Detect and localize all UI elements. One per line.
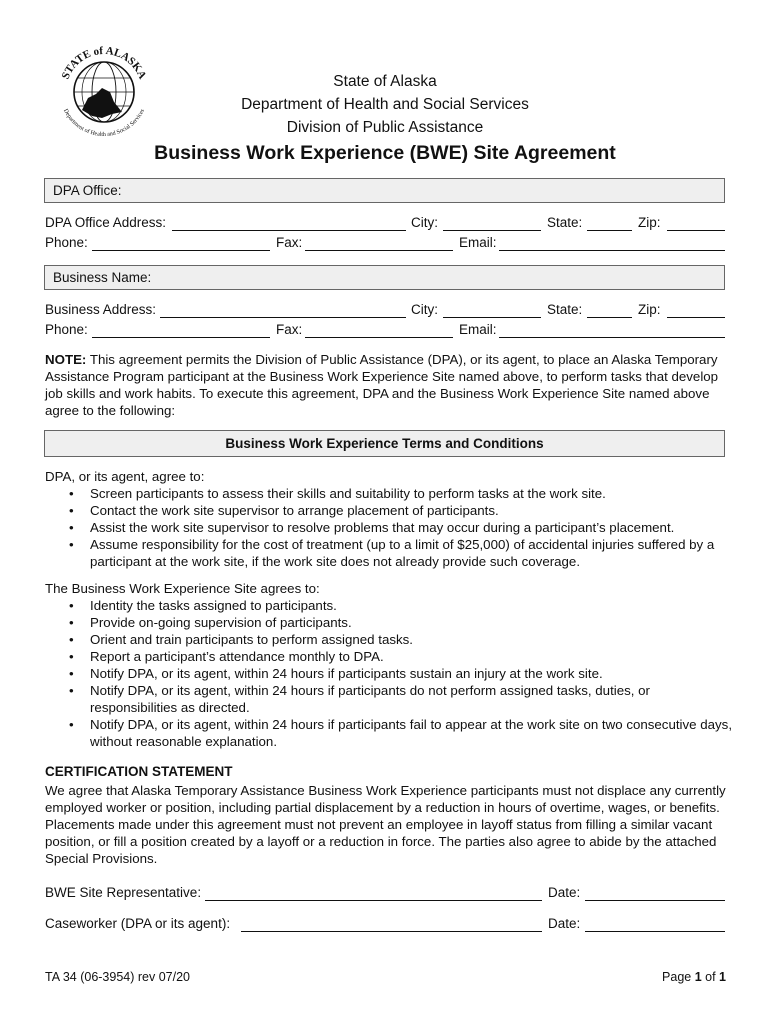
- business-fax-label: Fax:: [276, 322, 303, 337]
- svg-text:Department of Health and Socia: Department of Health and Social Services: [62, 108, 146, 139]
- dpa-fax-label: Fax:: [276, 235, 303, 250]
- page-current: 1: [694, 970, 702, 984]
- dpa-phone-label: Phone:: [45, 235, 88, 250]
- dpa-email-label: Email:: [459, 235, 497, 250]
- page-of: of: [701, 970, 720, 984]
- dpa-email-field[interactable]: [499, 250, 725, 251]
- business-address-label: Business Address:: [45, 302, 157, 317]
- note-text: This agreement permits the Division of Public Assistance (DPA), or its agent, to place an Alaska Temporary Assistance Program participant at the Business Work Experience Site named above, to perform tasks that develop job skills and work habits. To execute this agreement, DPA and the Business Work Experience Site named above agree to the following:: [45, 352, 719, 418]
- dpa-fax-field[interactable]: [305, 250, 453, 251]
- list-item: • Notify DPA, or its agent, within 24 hours if participants do not perform assigned tasks, duties, or responsibilities as directed.: [67, 682, 735, 716]
- representative-signature-row: [45, 885, 725, 905]
- dpa-address-field[interactable]: [172, 230, 406, 231]
- site-agreement-list: [45, 580, 735, 750]
- certification-title: CERTIFICATION STATEMENT: [45, 764, 233, 779]
- certification-paragraph: We agree that Alaska Temporary Assistance Business Work Experience participants must not displace any currently employed worker or position, including partial displacement by a reduction in hours of overtime, wages, or benefits. Placements made under this agreement must not prevent an employee in layoff status from filling a similar vacant position, or fill a position created by a layoff or a reduction in force. The parties also agree to abide by the attached Special Provisions.: [45, 783, 726, 866]
- document-title: Business Work Experience (BWE) Site Agreement: [154, 142, 616, 164]
- note-label: NOTE:: [45, 352, 87, 367]
- business-state-field[interactable]: [587, 317, 632, 318]
- dpa-zip-field[interactable]: [667, 230, 725, 231]
- business-city-field[interactable]: [443, 317, 541, 318]
- caseworker-signature-row: [45, 916, 725, 936]
- dpa-state-label: State:: [547, 215, 583, 230]
- business-phone-label: Phone:: [45, 322, 88, 337]
- list-item: • Report a participant’s attendance monthly to DPA.: [67, 648, 735, 665]
- business-address-row: [45, 302, 725, 322]
- representative-date-label: Date:: [548, 885, 581, 900]
- dpa-zip-label: Zip:: [638, 215, 661, 230]
- list-item: • Identity the tasks assigned to participants.: [67, 597, 735, 614]
- list-item: • Provide on-going supervision of participants.: [67, 614, 735, 631]
- dpa-phone-field[interactable]: [92, 250, 270, 251]
- header-department: Department of Health and Social Services: [241, 96, 529, 113]
- page-number: [662, 970, 726, 984]
- form-number: TA 34 (06-3954) rev 07/20: [45, 970, 190, 984]
- caseworker-date-label: Date:: [548, 916, 581, 931]
- caseworker-signature-field[interactable]: [241, 931, 542, 932]
- site-agreement-intro: The Business Work Experience Site agrees to:: [45, 581, 320, 596]
- business-zip-label: Zip:: [638, 302, 661, 317]
- page-total: 1: [719, 970, 726, 984]
- representative-date-field[interactable]: [585, 900, 725, 901]
- business-phone-row: [45, 322, 725, 342]
- list-item: • Notify DPA, or its agent, within 24 hours if participants fail to appear at the work site on two consecutive days, without reasonable explanation.: [67, 716, 735, 750]
- list-item: • Contact the work site supervisor to arrange placement of participants.: [67, 502, 735, 519]
- business-phone-field[interactable]: [92, 337, 270, 338]
- representative-label: BWE Site Representative:: [45, 885, 202, 900]
- representative-signature-field[interactable]: [205, 900, 542, 901]
- dpa-agreement-list: [45, 468, 735, 570]
- dpa-office-label: DPA Office:: [53, 183, 122, 198]
- business-fax-field[interactable]: [305, 337, 453, 338]
- dpa-agreement-intro: DPA, or its agent, agree to:: [45, 469, 205, 484]
- dpa-city-field[interactable]: [443, 230, 541, 231]
- caseworker-date-field[interactable]: [585, 931, 725, 932]
- header-division: Division of Public Assistance: [286, 119, 484, 136]
- business-state-label: State:: [547, 302, 583, 317]
- note-paragraph: [45, 351, 730, 419]
- terms-section-header: Business Work Experience Terms and Conditions: [44, 430, 725, 457]
- business-city-label: City:: [411, 302, 438, 317]
- svg-text:STATE of ALASKA: STATE of ALASKA: [59, 44, 149, 82]
- agency-header: [0, 70, 770, 139]
- page-word: Page: [662, 970, 695, 984]
- dpa-address-label: DPA Office Address:: [45, 215, 167, 230]
- caseworker-label: Caseworker (DPA or its agent):: [45, 916, 231, 931]
- business-email-field[interactable]: [499, 337, 725, 338]
- dpa-state-field[interactable]: [587, 230, 632, 231]
- dpa-city-label: City:: [411, 215, 438, 230]
- business-zip-field[interactable]: [667, 317, 725, 318]
- list-item: • Assist the work site supervisor to resolve problems that may occur during a participant’s placement.: [67, 519, 735, 536]
- header-state: State of Alaska: [333, 73, 437, 90]
- list-item: • Notify DPA, or its agent, within 24 hours if participants sustain an injury at the work site.: [67, 665, 735, 682]
- dpa-office-field[interactable]: [44, 178, 725, 203]
- list-item: • Assume responsibility for the cost of treatment (up to a limit of $25,000) of accidental injuries suffered by a participant at the work site, if the work site does not already provide such coverage.: [67, 536, 735, 570]
- business-name-label: Business Name:: [53, 270, 152, 285]
- dpa-address-row: [45, 215, 725, 235]
- dpa-phone-row: [45, 235, 725, 255]
- list-item: • Orient and train participants to perform assigned tasks.: [67, 631, 735, 648]
- list-item: • Screen participants to assess their skills and suitability to perform tasks at the work site.: [67, 485, 735, 502]
- business-name-field[interactable]: [44, 265, 725, 290]
- business-address-field[interactable]: [160, 317, 406, 318]
- business-email-label: Email:: [459, 322, 497, 337]
